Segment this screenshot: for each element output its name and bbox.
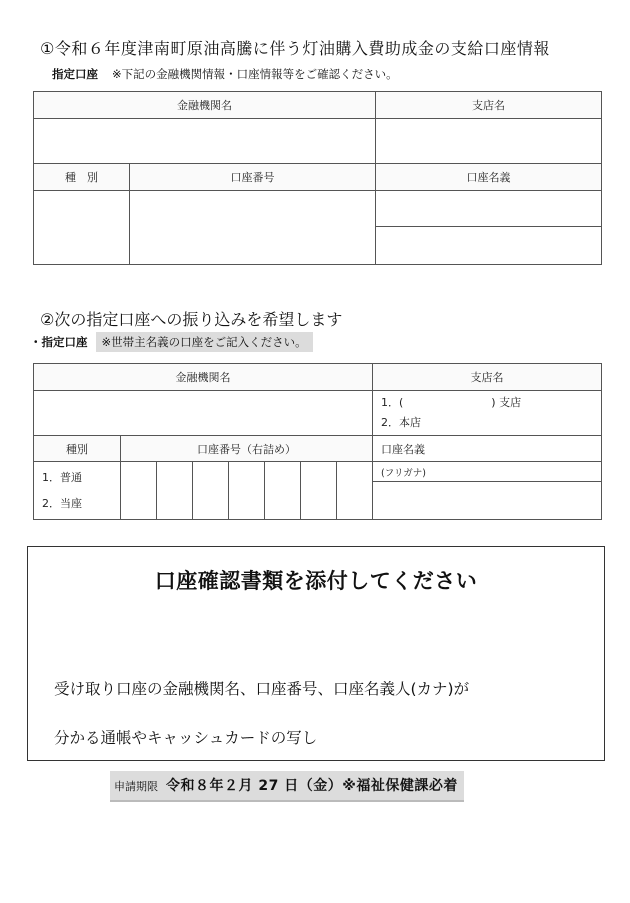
bank-name-cell [34,119,376,164]
attachment-line-1: 受け取り口座の金融機関名、口座番号、口座名義人(カナ)が [54,680,470,698]
req-account-number-header: 口座番号（右詰め） [121,436,373,462]
account-digit-box[interactable] [229,462,265,520]
section2-subtitle [30,334,313,350]
type-header: 種 別 [34,164,130,191]
req-account-holder-header: 口座名義 [373,436,602,462]
attachment-title: 口座確認書類を添付してください [154,569,478,593]
account-holder-header: 口座名義 [376,164,602,191]
req-branch-header: 支店名 [373,364,602,391]
section1-note: ※下記の金融機関情報・口座情報等をご確認ください。 [112,67,398,81]
deadline-label: 申請期限 [114,780,158,793]
req-type-option-2: 2．当座 [42,496,82,510]
current-account-table [33,91,602,265]
account-digit-box[interactable] [121,462,157,520]
account-number-header: 口座番号 [130,164,376,191]
req-furigana-label: (フリガナ) [381,468,426,479]
req-type-header: 種別 [34,436,121,462]
req-branch-option-2: 2．本店 [381,416,421,429]
account-holder-name-cell [376,227,602,265]
account-digit-box[interactable] [337,462,373,520]
account-digit-box[interactable] [157,462,193,520]
section1-title: ①令和６年度津南町原油高騰に伴う灯油購入費助成金の支給口座情報 [40,39,550,58]
req-bank-name-field[interactable] [34,391,373,436]
req-furigana-field[interactable] [373,462,602,482]
req-type-options[interactable] [34,462,121,520]
account-digit-box[interactable] [301,462,337,520]
account-digit-box[interactable] [265,462,301,520]
account-digit-box[interactable] [193,462,229,520]
section2-note: ※世帯主名義の口座をご記入ください。 [96,332,313,352]
deadline-date: 令和８年２月 27 日（金）※福祉保健課必着 [166,778,458,794]
section2-designated-label: ・指定口座 [30,335,88,349]
req-branch-option-1: 1．( ) 支店 [381,396,522,409]
requested-account-table [33,363,602,520]
section1-subtitle [52,66,398,82]
bank-name-header: 金融機関名 [34,92,376,119]
req-branch-options[interactable] [373,391,602,436]
type-cell [34,191,130,265]
req-type-option-1: 1．普通 [42,470,82,484]
section2-title: ②次の指定口座への振り込みを希望します [40,310,343,329]
req-bank-name-header: 金融機関名 [34,364,373,391]
req-account-holder-name-field[interactable] [373,482,602,520]
branch-header: 支店名 [376,92,602,119]
section1-designated-label: 指定口座 [52,67,98,81]
branch-cell [376,119,602,164]
attachment-line-2: 分かる通帳やキャッシュカードの写し [54,729,318,747]
account-holder-kana-cell [376,191,602,227]
account-number-cell [130,191,376,265]
application-deadline [110,771,464,802]
attachment-notice-box [27,546,605,761]
